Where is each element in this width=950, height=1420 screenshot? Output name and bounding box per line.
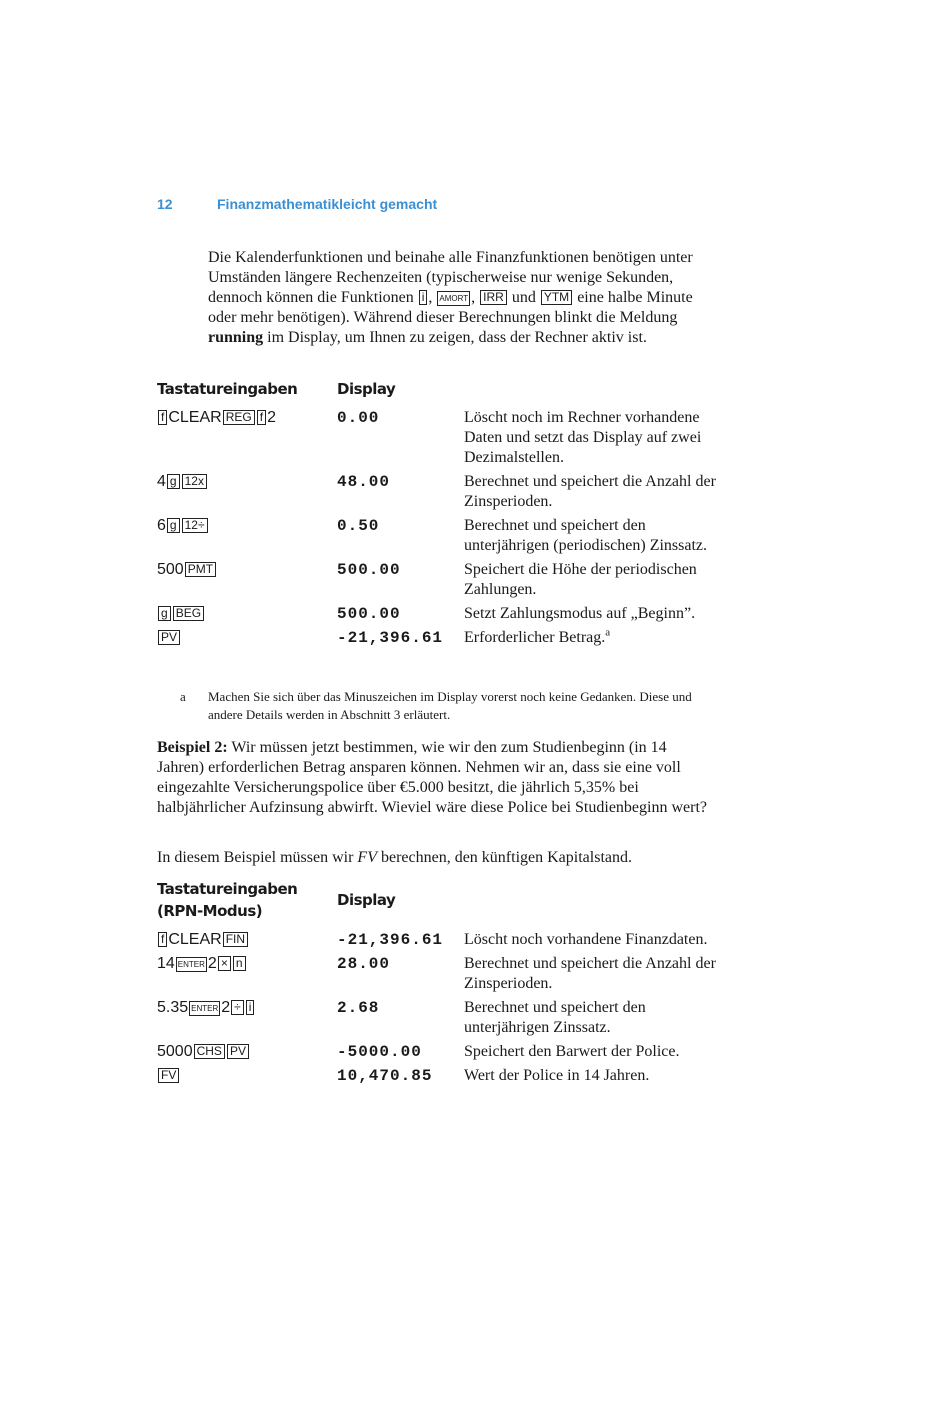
row-description: Löscht noch vorhandene Finanzdaten. xyxy=(464,931,708,948)
row-description: Berechnet und speichert die Anzahl der Zinsperioden. xyxy=(464,473,716,510)
row-description: Löscht noch im Rechner vorhandene Daten und setzt das Display auf zwei Dezimalstellen. xyxy=(464,409,702,466)
keystrokes xyxy=(157,998,337,1042)
footnote-reference: a xyxy=(605,626,611,639)
display-value: -21,396.61 xyxy=(337,931,444,949)
keystroke-table-2 xyxy=(157,878,724,1090)
table-row xyxy=(157,954,724,998)
table-row xyxy=(157,516,724,560)
display-value: 500.00 xyxy=(337,561,401,579)
keystrokes xyxy=(157,560,337,604)
table-row xyxy=(157,1042,724,1066)
key-irr: IRR xyxy=(480,290,507,305)
key-fin: FIN xyxy=(223,932,248,947)
display-value: -21,396.61 xyxy=(337,629,444,647)
key-divide: ÷ xyxy=(231,1000,244,1015)
key-pmt: PMT xyxy=(185,562,216,577)
keystrokes xyxy=(157,516,337,560)
fv-text-1: In diesem Beispiel müssen wir xyxy=(157,849,358,866)
col-header-keys xyxy=(157,878,337,922)
col-header-keys: Tastatureingaben xyxy=(157,380,298,398)
display-value: 2.68 xyxy=(337,999,380,1017)
example-2-paragraph xyxy=(157,738,713,818)
key-digit: 2 xyxy=(207,955,217,972)
row-description: Berechnet und speichert den unterjährigen (periodischen) Zinssatz. xyxy=(464,517,708,554)
key-pv: PV xyxy=(158,630,180,645)
key-digit: 2 xyxy=(221,999,231,1016)
intro-sep: und xyxy=(507,289,540,306)
table-row xyxy=(157,1066,724,1090)
key-12div: 12÷ xyxy=(182,518,208,533)
fv-italic: FV xyxy=(357,849,377,866)
col-header-display: Display xyxy=(337,891,396,909)
key-digit: 14 xyxy=(157,955,175,972)
display-value: 28.00 xyxy=(337,955,391,973)
keystrokes xyxy=(157,1042,337,1066)
key-label-clear: CLEAR xyxy=(168,409,222,426)
key-pv: PV xyxy=(227,1044,249,1059)
row-description: Setzt Zahlungsmodus auf „Beginn”. xyxy=(464,605,696,622)
key-digit: 4 xyxy=(157,473,166,490)
key-12x: 12x xyxy=(182,474,207,489)
display-value: 500.00 xyxy=(337,605,401,623)
key-i: i xyxy=(419,290,428,305)
table-row xyxy=(157,998,724,1042)
display-value: 48.00 xyxy=(337,473,391,491)
example-label: Beispiel 2: xyxy=(157,739,228,756)
key-reg: REG xyxy=(223,410,255,425)
running-header xyxy=(157,196,437,212)
col-header-keys-line-2: (RPN-Modus) xyxy=(157,902,263,920)
table-row xyxy=(157,408,724,472)
intro-sep: , xyxy=(428,289,437,306)
key-f: f xyxy=(257,410,266,425)
row-description: Speichert den Barwert der Police. xyxy=(464,1043,680,1060)
row-description xyxy=(464,628,724,652)
key-label-clear: CLEAR xyxy=(168,931,222,948)
running-word: running xyxy=(208,329,264,346)
keystrokes xyxy=(157,1066,337,1090)
key-digit: 5000 xyxy=(157,1043,193,1060)
key-chs: CHS xyxy=(194,1044,225,1059)
example-text: Wir müssen jetzt bestimmen, wie wir den zum Studienbeginn (in 14 Jahren) erforderlichen Betrag ansparen können. Nehmen wir an, dass sie eine voll eingezahlte Versicherungspolice über €5.000 besitzt, die jährlich 5,35% bei halbjährlicher Aufzinsung abwirft. Wieviel wäre diese Police bei Studienbeginn wert? xyxy=(157,739,707,816)
key-n: n xyxy=(233,956,246,971)
key-f: f xyxy=(158,410,167,425)
key-fv: FV xyxy=(158,1068,179,1083)
row-description: Berechnet und speichert die Anzahl der Zinsperioden. xyxy=(464,955,716,992)
table-row xyxy=(157,604,724,628)
display-value: 0.50 xyxy=(337,517,380,535)
table-row xyxy=(157,560,724,604)
display-value: 0.00 xyxy=(337,409,380,427)
footnote xyxy=(180,688,720,724)
key-beg: BEG xyxy=(173,606,204,621)
row-description: Wert der Police in 14 Jahren. xyxy=(464,1067,650,1084)
key-f: f xyxy=(158,932,167,947)
fv-paragraph xyxy=(157,848,713,868)
intro-text-1: Die Kalenderfunktionen und beinahe alle Finanzfunktionen benötigen unter Umständen längere Rechenzeiten (typischerweise nur wenige Sekunden, dennoch können die Funktionen xyxy=(208,249,693,306)
keystrokes xyxy=(157,930,337,954)
row-description-text: Erforderlicher Betrag. xyxy=(464,629,606,646)
key-digit: 6 xyxy=(157,517,166,534)
display-value: 10,470.85 xyxy=(337,1067,433,1085)
keystroke-table-1 xyxy=(157,378,724,652)
intro-sep: , xyxy=(471,289,480,306)
key-digit: 5.35 xyxy=(157,999,189,1016)
intro-paragraph xyxy=(208,248,714,348)
intro-text-3: im Display, um Ihnen zu zeigen, dass der Rechner aktiv ist. xyxy=(263,329,647,346)
table-row xyxy=(157,930,724,954)
key-amort: AMORT xyxy=(437,291,470,306)
key-g: g xyxy=(167,518,180,533)
keystrokes xyxy=(157,472,337,516)
row-description: Berechnet und speichert den unterjährigen Zinssatz. xyxy=(464,999,646,1036)
keystrokes xyxy=(157,408,337,472)
key-digit: 500 xyxy=(157,561,184,578)
row-description: Speichert die Höhe der periodischen Zahlungen. xyxy=(464,561,697,598)
keystrokes xyxy=(157,604,337,628)
table-row xyxy=(157,628,724,652)
keystrokes xyxy=(157,954,337,998)
fv-text-2: berechnen, den künftigen Kapitalstand. xyxy=(376,849,632,866)
key-enter: ENTER xyxy=(176,957,207,972)
col-header-keys-line-1: Tastatureingaben xyxy=(157,880,298,898)
key-digit: 2 xyxy=(267,409,276,426)
keystrokes xyxy=(157,628,337,652)
key-ytm: YTM xyxy=(541,290,572,305)
key-multiply: × xyxy=(218,956,231,971)
running-title: Finanzmathematikleicht gemacht xyxy=(217,196,438,212)
col-header-display: Display xyxy=(337,380,396,398)
key-enter: ENTER xyxy=(189,1001,220,1016)
page-number: 12 xyxy=(157,196,173,212)
intro-text-2: eine halbe Minute oder mehr benötigen). Während dieser Berechnungen blinkt die Meldung xyxy=(208,289,693,326)
key-g: g xyxy=(158,606,171,621)
footnote-text: Machen Sie sich über das Minuszeichen im Display vorerst noch keine Gedanken. Diese und andere Details werden in Abschnitt 3 erläutert. xyxy=(208,689,692,722)
footnote-mark: a xyxy=(180,689,186,704)
key-i: i xyxy=(246,1000,255,1015)
key-g: g xyxy=(167,474,180,489)
display-value: -5000.00 xyxy=(337,1043,422,1061)
table-row xyxy=(157,472,724,516)
